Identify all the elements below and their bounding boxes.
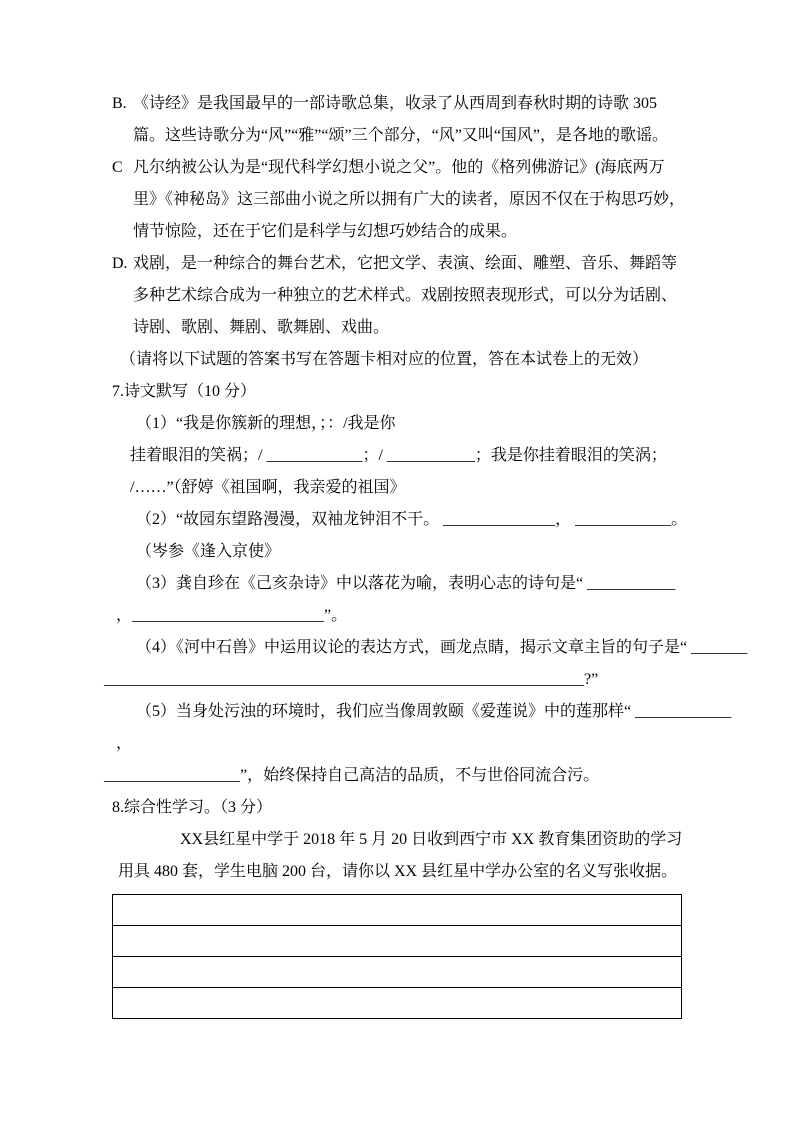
answer-table-row — [113, 957, 682, 988]
answer-table-cell — [113, 895, 682, 926]
q8-paragraph: XX县红星中学于 2018 年 5 月 20 日收到西宁市 XX 教育集团资助的学习用具 480 套，学生电脑 200 台，请你以 XX 县红星中学办公室的名义写张收据。 — [118, 831, 683, 880]
option-d-text: 戏剧，是一种综合的舞台艺术，它把文学、表演、绘面、雕塑、音乐、舞蹈等多种艺术综合成为一种独立的艺术样式。戏剧按照表现形式，可以分为话剧、诗剧、歌剧、舞剧、歌舞剧、戏曲。 — [133, 255, 678, 336]
answer-table — [112, 894, 682, 1019]
option-c-text: 凡尔纳被公认为是“现代科学幻想小说之父”。他的《格列佛游记》(海底两万里》《神秘岛》这三部曲小说之所以拥有广大的读者，原因不仅在于构思巧妙，情节惊险，还在于它们是科学与幻想巧妙结合的成果。 — [133, 159, 686, 240]
answer-sheet-notice: （请将以下试题的答案书写在答题卡相对应的位置，答在本试卷上的无效） — [120, 351, 649, 368]
answer-table-row — [113, 926, 682, 957]
answer-table-cell — [113, 957, 682, 988]
q7-line-3b-blank: ，________________________”。 — [116, 607, 348, 624]
answer-table-cell — [113, 926, 682, 957]
q7-line-4a: （4）《河中石兽》中运用议论的表达方式，画龙点睛，揭示文章主旨的句子是“ _______ — [136, 639, 748, 656]
option-c-label: C — [112, 159, 123, 176]
q7-line-1a: （1）“我是你簇新的理想，；：/我是你 — [136, 415, 396, 432]
option-b-label: B. — [112, 95, 127, 112]
q7-line-1b-blanks: 挂着眼泪的笑祸；/ ____________；/ ___________；我是你挂着眼泪的笑涡； — [130, 447, 667, 464]
q7-line-3a: （3）龚自珍在《己亥杂诗》中以落花为喻，表明心志的诗句是“ ___________ — [136, 575, 676, 592]
option-b-text: 《诗经》是我国最早的一部诗歌总集，收录了从西周到春秋时期的诗歌 305 篇。这些诗歌分为“风”“雅”“颂”三个部分，“风”又叫“国风”，是各地的歌谣。 — [133, 95, 669, 144]
q7-line-2-source: （岑参《逢入京使》 — [136, 543, 281, 560]
q7-line-2-blanks: （2）“故园东望路漫漫，双袖龙钟泪不干。 ______________， ____________。 — [136, 511, 688, 528]
q7-line-4b-blank: ____________________________________________________________?” — [104, 671, 599, 688]
q7-line-1c-source: /……”（舒婷《祖国啊，我亲爱的祖国》 — [130, 479, 406, 496]
q7-line-5b-comma: ， — [116, 735, 133, 752]
q7-line-5a: （5）当身处污浊的环境时，我们应当像周敦颐《爱莲说》中的莲那样“ ____________ — [136, 703, 732, 720]
answer-table-cell — [113, 988, 682, 1019]
question-7-heading: 7.诗文默写（10 分） — [112, 383, 257, 400]
option-item-c — [112, 152, 686, 248]
question-8-heading: 8.综合性学习。（3 分） — [112, 799, 273, 816]
answer-table-row — [113, 895, 682, 926]
option-item-b — [112, 88, 686, 152]
option-d-label: D. — [112, 255, 128, 272]
answer-table-row — [113, 988, 682, 1019]
q7-line-5c-blank: _________________”，始终保持自己高洁的品质，不与世俗同流合污。 — [104, 767, 600, 784]
option-item-d — [112, 248, 686, 344]
